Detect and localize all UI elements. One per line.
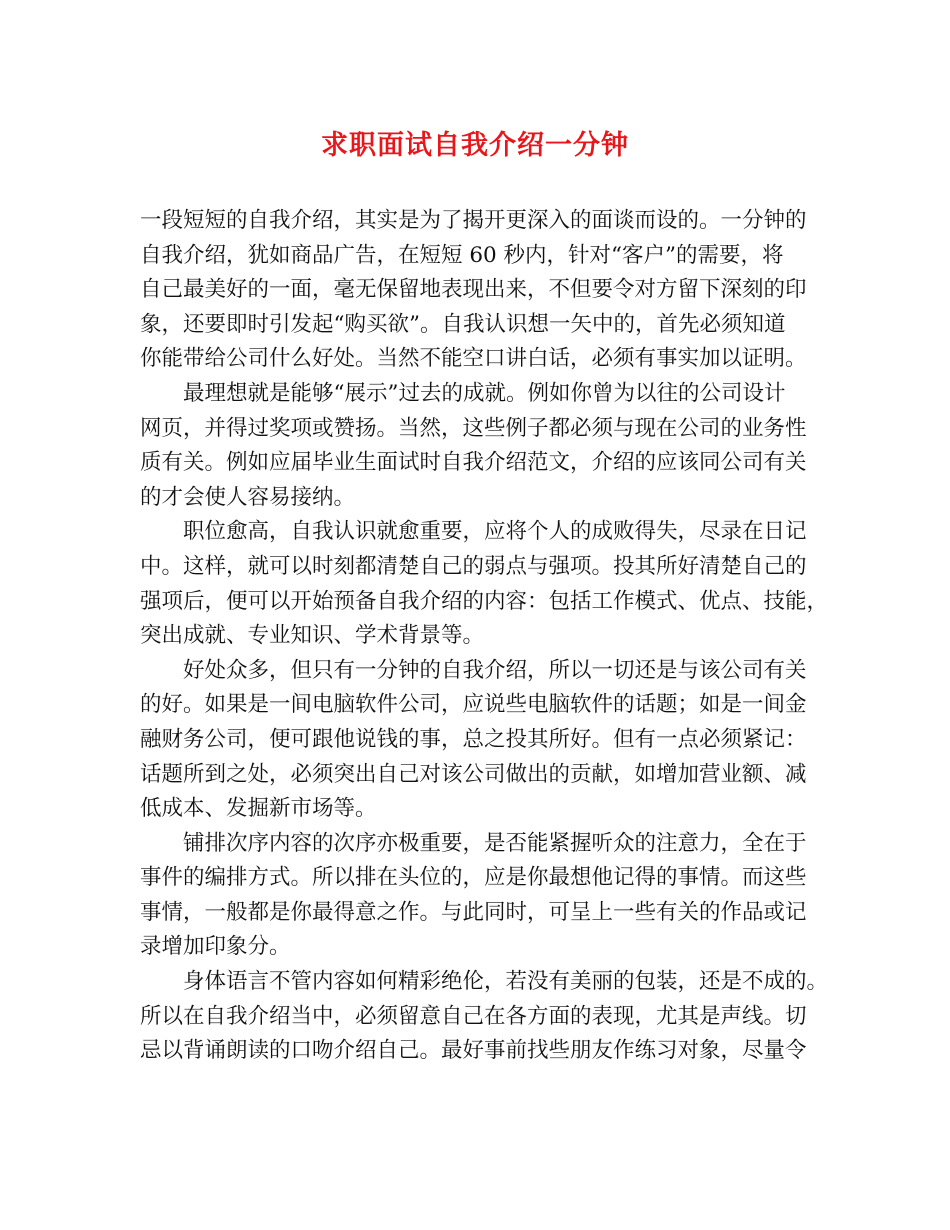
paragraph-line: 事情，一般都是你最得意之作。与此同时，可呈上一些有关的作品或记	[140, 899, 807, 925]
paragraph-3	[140, 515, 829, 653]
paragraph-2	[140, 377, 820, 515]
paragraph-line: 自己最美好的一面，毫无保留地表现出来，不但要令对方留下深刻的印	[140, 277, 807, 303]
paragraph-line: 的才会使人容易接纳。	[140, 484, 356, 510]
paragraph-line: 好处众多，但只有一分钟的自我介绍，所以一切还是与该公司有关	[183, 657, 807, 683]
paragraph-line: 身体语言不管内容如何精彩绝伦，若没有美丽的包装，还是不成的。	[183, 969, 829, 995]
paragraph-line: 事件的编排方式。所以排在头位的，应是你最想他记得的事情。而这些	[140, 865, 807, 891]
paragraph-line: 中。这样，就可以时刻都清楚自己的弱点与强项。投其所好清楚自己的	[140, 553, 807, 579]
paragraph-line: 录增加印象分。	[140, 934, 291, 960]
document-title: 求职面试自我介绍一分钟	[321, 130, 629, 161]
paragraph-line: 话题所到之处，必须突出自己对该公司做出的贡献，如增加营业额、减	[140, 761, 807, 787]
paragraph-5	[140, 827, 820, 965]
paragraph-line: 象，还要即时引发起“购买欲”。自我认识想一矢中的，首先必须知道	[140, 311, 786, 337]
paragraph-6	[140, 965, 829, 1069]
paragraph-line: 你能带给公司什么好处。当然不能空口讲白话，必须有事实加以证明。	[140, 346, 807, 372]
paragraph-line: 职位愈高，自我认识就愈重要，应将个人的成败得失，尽录在日记	[183, 519, 807, 545]
paragraph-line: 所以在自我介绍当中，必须留意自己在各方面的表现，尤其是声线。切	[140, 1003, 807, 1029]
paragraph-line: 一段短短的自我介绍，其实是为了揭开更深入的面谈而设的。一分钟的	[140, 208, 807, 233]
paragraph-1	[140, 204, 820, 377]
paragraph-line: 质有关。例如应届毕业生面试时自我介绍范文，介绍的应该同公司有关	[140, 450, 807, 476]
paragraph-line: 的好。如果是一间电脑软件公司，应说些电脑软件的话题；如是一间金	[140, 692, 807, 718]
paragraph-line: 突出成就、专业知识、学术背景等。	[140, 623, 485, 649]
paragraph-line: 最理想就是能够“展示”过去的成就。例如你曾为以往的公司设计	[183, 380, 786, 406]
paragraph-4	[140, 654, 820, 827]
paragraph-line: 铺排次序内容的次序亦极重要，是否能紧握听众的注意力，全在于	[183, 830, 807, 856]
paragraph-line: 网页，并得过奖项或赞扬。当然，这些例子都必须与现在公司的业务性	[140, 415, 807, 441]
paragraph-line: 低成本、发掘新市场等。	[140, 796, 377, 822]
document-body	[140, 204, 829, 1069]
paragraph-line: 融财务公司，便可跟他说钱的事，总之投其所好。但有一点必须紧记：	[140, 726, 807, 752]
paragraph-line: 自我介绍，犹如商品广告，在短短 60 秒内，针对“客户”的需要，将	[140, 242, 784, 268]
paragraph-line: 忌以背诵朗读的口吻介绍自己。最好事前找些朋友作练习对象，尽量令	[140, 1038, 807, 1064]
paragraph-line: 强项后，便可以开始预备自我介绍的内容：包括工作模式、优点、技能，	[140, 588, 829, 614]
